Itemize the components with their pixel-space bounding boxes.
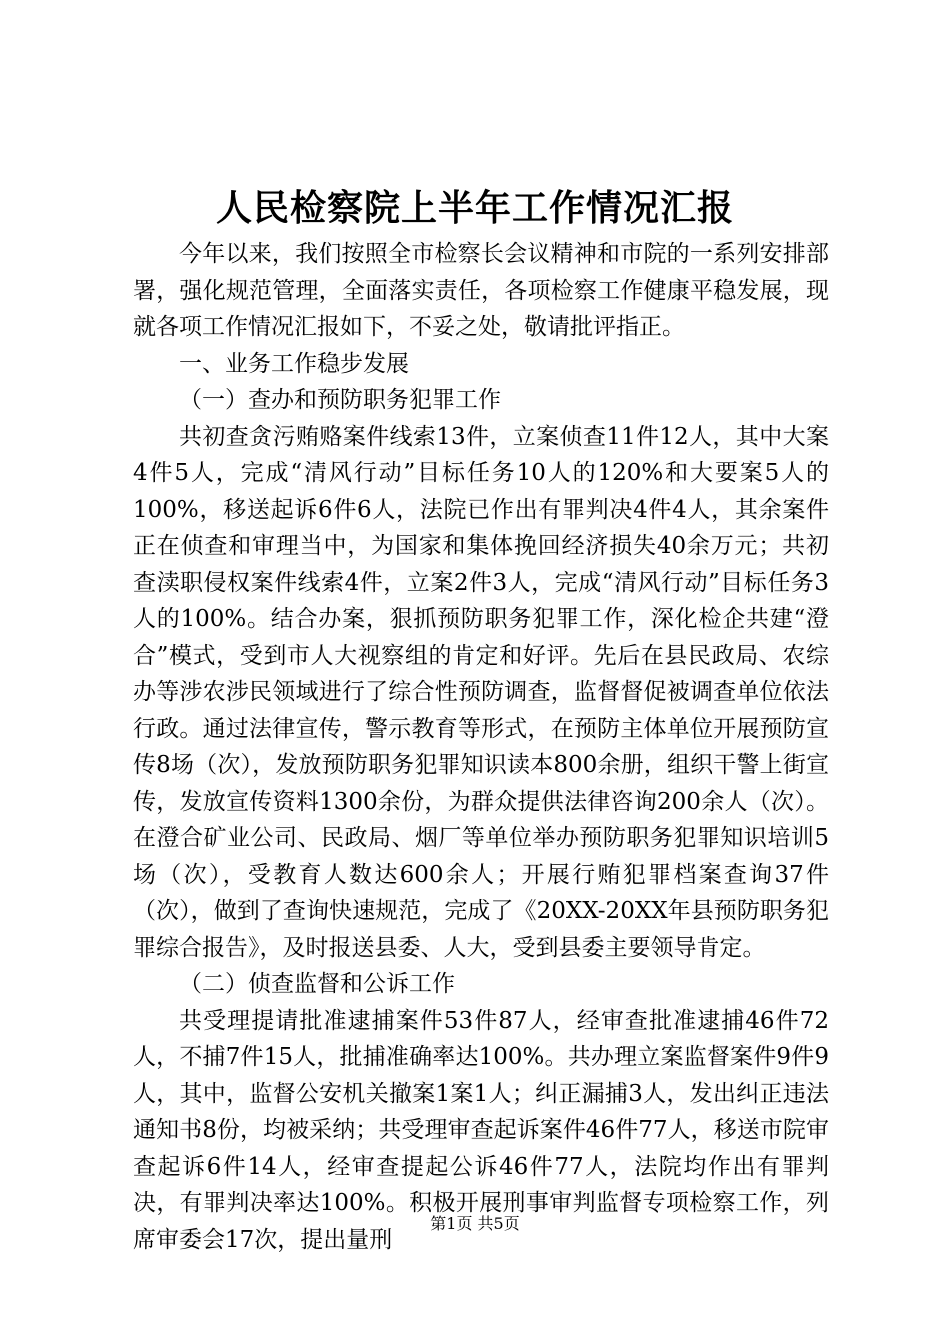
document-title: 人民检察院上半年工作情况汇报 bbox=[215, 187, 734, 229]
subsection-body-2: 共受理提请批准逮捕案件53件87人，经审查批准逮捕46件72人，不捕7件15人，批捕准确率达100%。共办理立案监督案件9件9人，其中，监督公安机关撤案1案1人；纠正漏捕3人，发出纠正违法通知书8份，均被采纳；共受理审查起诉案件46件77人，移送市院审查起诉6件14人，经审查提起公诉46件77人，法院均作出有罪判决，有罪判决率达100%。积极开展刑事审判监督专项检察工作，列席审委会17次，提出量刑 bbox=[133, 1007, 829, 1253]
subsection-heading-1: （一）查办和预防职务犯罪工作 bbox=[179, 387, 501, 413]
subsection-body-1: 共初查贪污贿赂案件线索13件，立案侦查11件12人，其中大案4件5人，完成“清风行动”目标任务10人的120%和大要案5人的100%，移送起诉6件6人，法院已作出有罪判决4件4人，其余案件正在侦查和审理当中，为国家和集体挽回经济损失40余万元；共初查渎职侵权案件线索4件，立案2件3人，完成“清风行动”目标任务3人的100%。结合办案，狠抓预防职务犯罪工作，深化检企共建“澄合”模式，受到市人大视察组的肯定和好评。先后在县民政局、农综办等涉农涉民领域进行了综合性预防调查，监督督促被调查单位依法行政。通过法律宣传，警示教育等形式，在预防主体单位开展预防宣传8场（次），发放预防职务犯罪知识读本800余册，组织干警上街宣传，发放宣传资料1300余份，为群众提供法律咨询200余人（次）。在澄合矿业公司、民政局、烟厂等单位举办预防职务犯罪知识培训5场（次），受教育人数达600余人；开展行贿犯罪档案查询37件（次），做到了查询快速规范，完成了《20XX-20XX年县预防职务犯罪综合报告》，及时报送县委、人大，受到县委主要领导肯定。 bbox=[133, 423, 829, 961]
intro-paragraph: 今年以来，我们按照全市检察长会议精神和市院的一系列安排部署，强化规范管理，全面落实责任，各项检察工作健康平稳发展，现就各项工作情况汇报如下，不妥之处，敬请批评指正。 bbox=[133, 241, 829, 340]
subsection-heading-2: （二）侦查监督和公诉工作 bbox=[179, 971, 455, 997]
document-body bbox=[133, 236, 829, 1258]
page-number-footer: 第1页 共5页 bbox=[430, 1214, 520, 1233]
section-heading-1: 一、业务工作稳步发展 bbox=[179, 350, 409, 377]
